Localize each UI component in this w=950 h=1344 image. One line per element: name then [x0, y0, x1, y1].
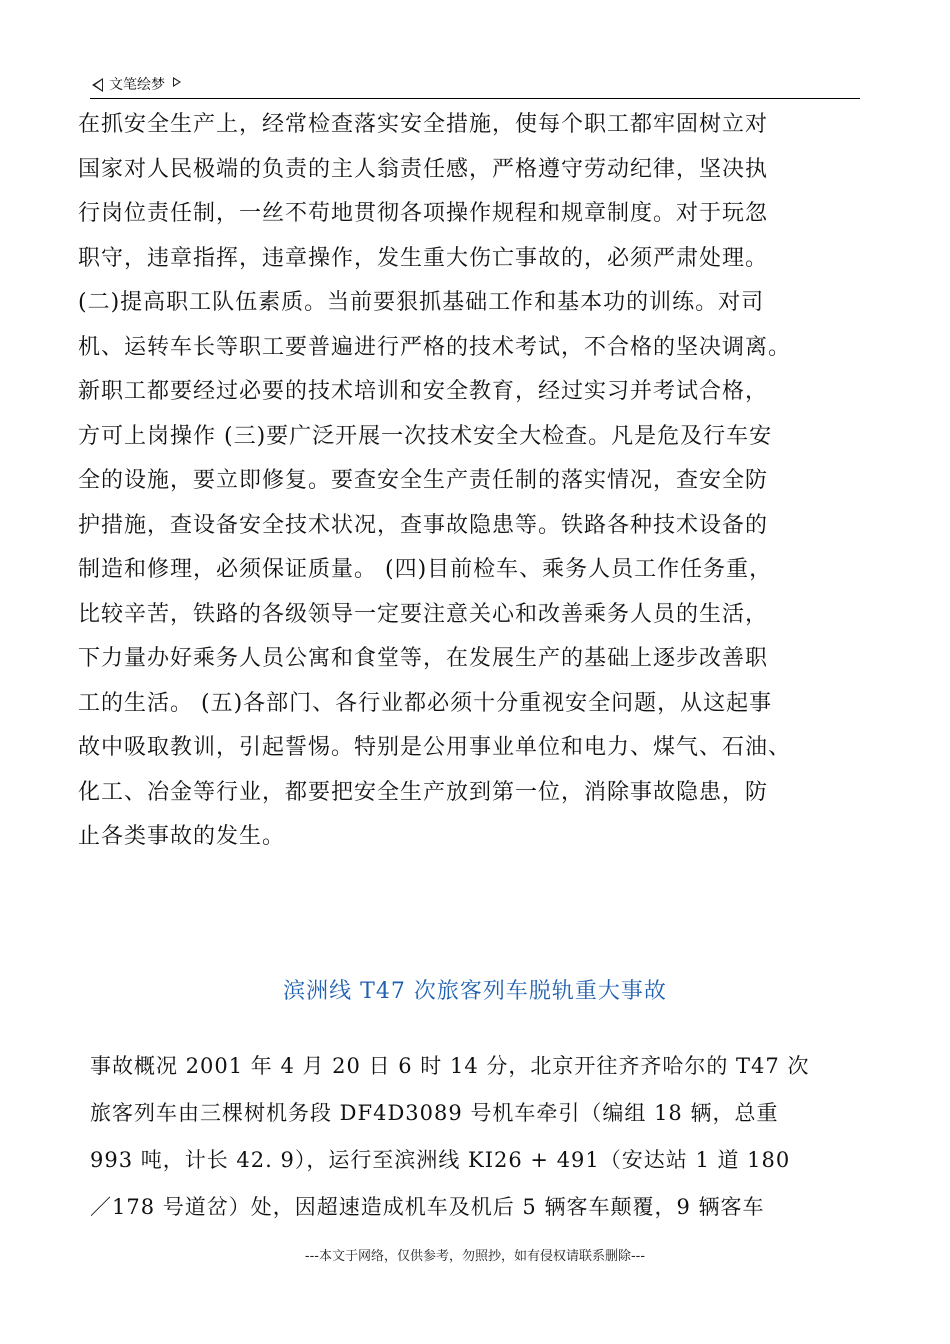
body-line: 故中吸取教训，引起誓惕。特别是公用事业单位和电力、煤气、石油、	[78, 735, 792, 760]
body-line: 止各类事故的发生。	[78, 824, 286, 849]
body-line: 制造和修理，必须保证质量。 (四)目前检车、乘务人员工作任务重，	[78, 557, 773, 582]
body-line: 化工、冶金等行业，都要把安全生产放到第一位，消除事故隐患，防	[78, 779, 769, 805]
triangle-right-icon	[173, 77, 181, 87]
body-line: 职守，违章指挥，违章操作，发生重大伤亡事故的，必须严肃处理。	[78, 245, 769, 271]
page-header	[90, 68, 860, 99]
header-brand: 文笔绘梦	[109, 77, 165, 93]
body-text	[78, 103, 878, 860]
body-line: (二)提高职工队伍素质。当前要狠抓基础工作和基本功的训练。对司	[78, 290, 765, 315]
body-line: 机、运转车长等职工要普遍进行严格的技术考试，不合格的坚决调离。	[78, 334, 792, 360]
body-line: 国家对人民极端的负责的主人翁责任感，严格遵守劳动纪律，坚决执	[78, 156, 769, 182]
body-line: 工的生活。 (五)各部门、各行业都必须十分重视安全问题，从这起事	[78, 690, 773, 716]
body-line: 新职工都要经过必要的技术培训和安全教育，经过实习并考试合格，	[78, 379, 769, 404]
triangle-left-icon	[92, 78, 103, 92]
summary-line: 993 吨，计长 42. 9），运行至滨洲线 KI26 + 491（安达站 1 道 180	[90, 1148, 791, 1172]
footer-notice: ---本文于网络，仅供参考，勿照抄，如有侵权请联系删除---	[304, 1249, 646, 1264]
summary-line: 旅客列车由三棵树机务段 DF4D3089 号机车牵引（编组 18 辆，总重	[90, 1101, 779, 1125]
body-line: 比较辛苦，铁路的各级领导一定要注意关心和改善乘务人员的生活，	[78, 601, 769, 627]
summary-line: 事故概况 2001 年 4 月 20 日 6 时 14 分，北京开往齐齐哈尔的 T47 次	[90, 1054, 810, 1078]
body-line: 下力量办好乘务人员公寓和食堂等，在发展生产的基础上逐步改善职	[78, 646, 769, 671]
body-line: 在抓安全生产上，经常检查落实安全措施，使每个职工都牢固树立对	[78, 112, 769, 137]
body-line: 全的设施，要立即修复。要查安全生产责任制的落实情况，查安全防	[78, 468, 769, 493]
section-title: 滨洲线 T47 次旅客列车脱轨重大事故	[283, 979, 667, 1004]
summary-line: ／178 号道岔）处，因超速造成机车及机后 5 辆客车颠覆，9 辆客车	[90, 1195, 765, 1219]
accident-summary	[90, 1043, 870, 1231]
body-line: 行岗位责任制，一丝不苟地贯彻各项操作规程和规章制度。对于玩忽	[78, 201, 769, 226]
body-line: 方可上岗操作 (三)要广泛开展一次技术安全大检查。凡是危及行车安	[78, 423, 773, 449]
body-line: 护措施，查设备安全技术状况，查事故隐患等。铁路各种技术设备的	[78, 512, 769, 538]
